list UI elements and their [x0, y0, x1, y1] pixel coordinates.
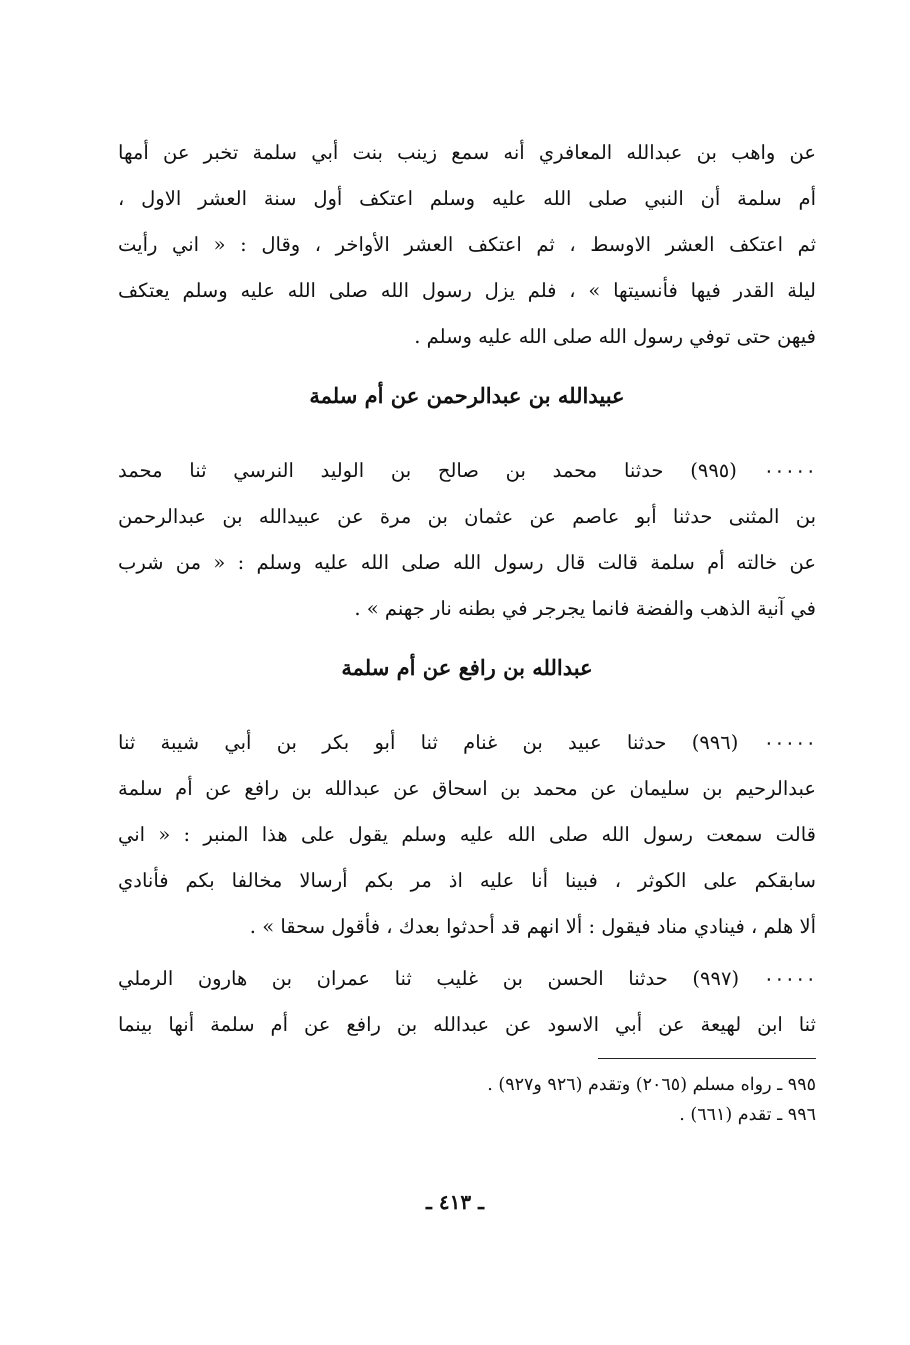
- paragraph-3: [118, 720, 816, 950]
- text-line: أم سلمة أن النبي صلى الله عليه وسلم اعتكف أول سنة العشر الاول ،: [118, 187, 816, 210]
- footnote: ٩٩٥ ـ رواه مسلم (٢٠٦٥) وتقدم (٩٢٦ و٩٢٧) .: [487, 1075, 816, 1095]
- section-heading-1: عبيدالله بن عبدالرحمن عن أم سلمة: [309, 383, 625, 408]
- text-line: ثم اعتكف العشر الاوسط ، ثم اعتكف العشر الأواخر ، وقال : « اني رأيت: [118, 233, 816, 256]
- footnote-divider: [598, 1058, 816, 1059]
- text-line: عن واهب بن عبدالله المعافري أنه سمع زينب بنت أبي سلمة تخبر عن أمها: [118, 141, 816, 164]
- paragraph-4: [118, 956, 816, 1048]
- text-line: بن المثنى حدثنا أبو عاصم عن عثمان بن مرة عن عبيدالله بن عبدالرحمن: [118, 505, 816, 528]
- text-line: ٠٠٠٠٠ (٩٩٧) حدثنا الحسن بن غليب ثنا عمران بن هارون الرملي: [118, 967, 816, 990]
- text-line: ثنا ابن لهيعة عن أبي الاسود عن عبدالله بن رافع عن أم سلمة أنها بينما: [118, 1013, 816, 1036]
- text-line: سابقكم على الكوثر ، فبينا أنا عليه اذ مر بكم أرسالا مخالفا بكم فأنادي: [118, 869, 816, 892]
- paragraph-2: [118, 448, 816, 632]
- text-line: ٠٠٠٠٠ (٩٩٥) حدثنا محمد بن صالح بن الوليد النرسي ثنا محمد: [118, 459, 816, 482]
- text-line: عبدالرحيم بن سليمان عن محمد بن اسحاق عن عبدالله بن رافع عن أم سلمة: [118, 777, 816, 800]
- paragraph-1: [118, 130, 816, 360]
- text-line: في آنية الذهب والفضة فانما يجرجر في بطنه نار جهنم » .: [354, 597, 816, 620]
- text-line: عن خالته أم سلمة قالت قال رسول الله صلى الله عليه وسلم : « من شرب: [118, 551, 816, 574]
- footnote: ٩٩٦ ـ تقدم (٦٦١) .: [679, 1105, 816, 1125]
- text-line: قالت سمعت رسول الله صلى الله عليه وسلم يقول على هذا المنبر : « اني: [118, 823, 816, 846]
- text-line: ليلة القدر فيها فأنسيتها » ، فلم يزل رسول الله صلى الله عليه وسلم يعتكف: [118, 279, 816, 302]
- text-line: ألا هلم ، فينادي مناد فيقول : ألا انهم قد أحدثوا بعدك ، فأقول سحقا » .: [249, 915, 816, 938]
- text-line: فيهن حتى توفي رسول الله صلى الله عليه وسلم .: [414, 325, 816, 348]
- text-line: ٠٠٠٠٠ (٩٩٦) حدثنا عبيد بن غنام ثنا أبو بكر بن أبي شيبة ثنا: [118, 731, 816, 754]
- section-heading-2: عبدالله بن رافع عن أم سلمة: [341, 655, 593, 680]
- page-number: ـ ٤١٣ ـ: [426, 1190, 484, 1214]
- footnotes: [118, 1070, 816, 1130]
